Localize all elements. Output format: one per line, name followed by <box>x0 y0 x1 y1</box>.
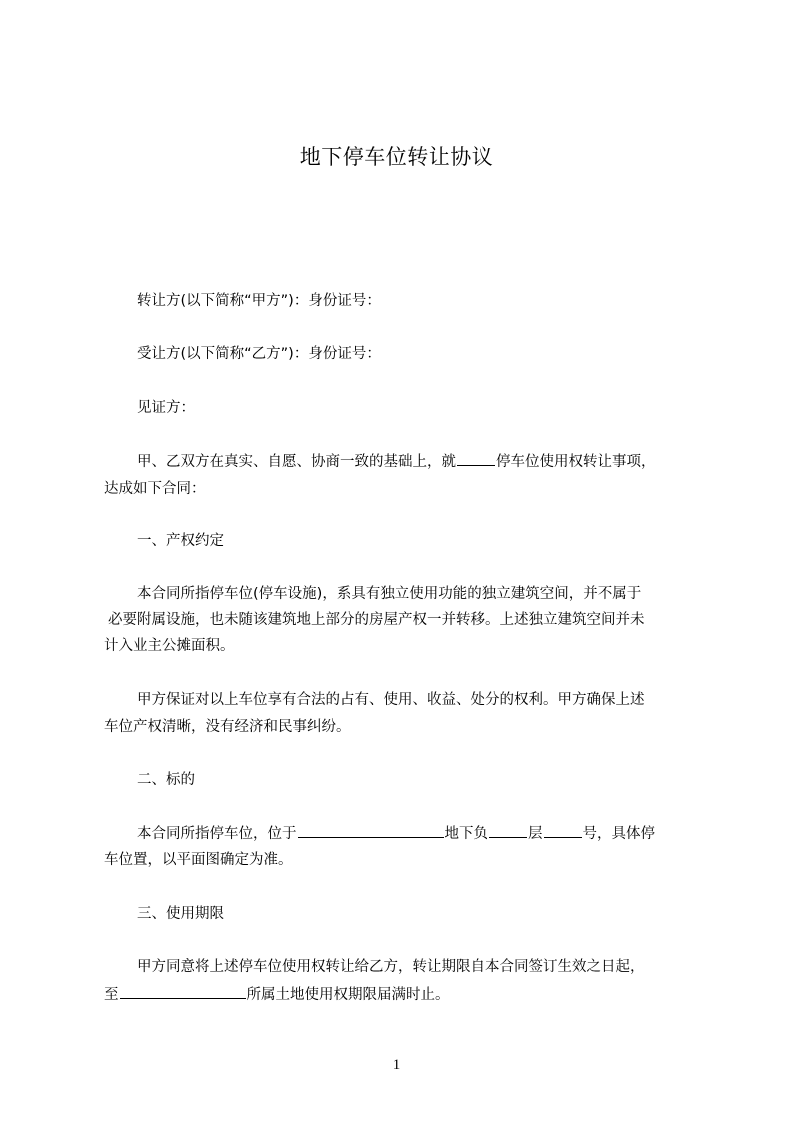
preamble-line-1 <box>137 450 737 473</box>
section1-heading: 一、产权约定 <box>137 533 224 549</box>
floor-blank <box>489 822 527 838</box>
section2-line1 <box>137 822 737 845</box>
section2-heading: 二、标的 <box>137 772 195 788</box>
preamble-line-2: 达成如下合同： <box>104 481 206 497</box>
section2-text-a: 本合同所指停车位，位于 <box>137 826 297 842</box>
page-number: 1 <box>392 1057 401 1073</box>
section2-line2: 车位置，以平面图确定为准。 <box>104 852 293 868</box>
section3-heading: 三、使用期限 <box>137 906 224 922</box>
section2-text-d: 号，具体停 <box>582 826 655 842</box>
section3-text-b: 所属土地使用权期限届满时止。 <box>246 987 450 1003</box>
preamble-text-a: 甲、乙双方在真实、自愿、协商一致的基础上，就 <box>137 454 456 470</box>
section1-p2-line1: 甲方保证对以上车位享有合法的占有、使用、收益、处分的权利。甲方确保上述 <box>137 692 645 708</box>
preamble-text-b: 停车位使用权转让事项， <box>496 454 656 470</box>
section1-p1-line2: 必要附属设施，也未随该建筑地上部分的房屋产权一并转移。上述独立建筑空间并未 <box>108 612 645 628</box>
section3-text-a: 至 <box>104 987 119 1003</box>
expiry-blank <box>120 983 246 999</box>
section3-line1: 甲方同意将上述停车位使用权转让给乙方，转让期限自本合同签订生效之日起， <box>137 959 645 975</box>
section1-p2-line2: 车位产权清晰，没有经济和民事纠纷。 <box>104 719 351 735</box>
transferor-line: 转让方(以下简称“甲方”)：身份证号： <box>137 293 381 309</box>
location-blank <box>298 822 444 838</box>
section1-p1-line3: 计入业主公摊面积。 <box>104 638 235 654</box>
number-blank <box>544 822 582 838</box>
section2-text-c: 层 <box>528 826 543 842</box>
document-title: 地下停车位转让协议 <box>299 145 494 169</box>
section1-p1-line1: 本合同所指停车位(停车设施)，系具有独立使用功能的独立建筑空间，并不属于 <box>137 586 642 602</box>
witness-line: 见证方： <box>137 400 195 416</box>
section2-text-b: 地下负 <box>444 826 488 842</box>
transferee-line: 受让方(以下简称“乙方”)：身份证号： <box>137 346 381 362</box>
section3-line2 <box>104 983 704 1006</box>
parking-location-blank <box>457 450 495 466</box>
